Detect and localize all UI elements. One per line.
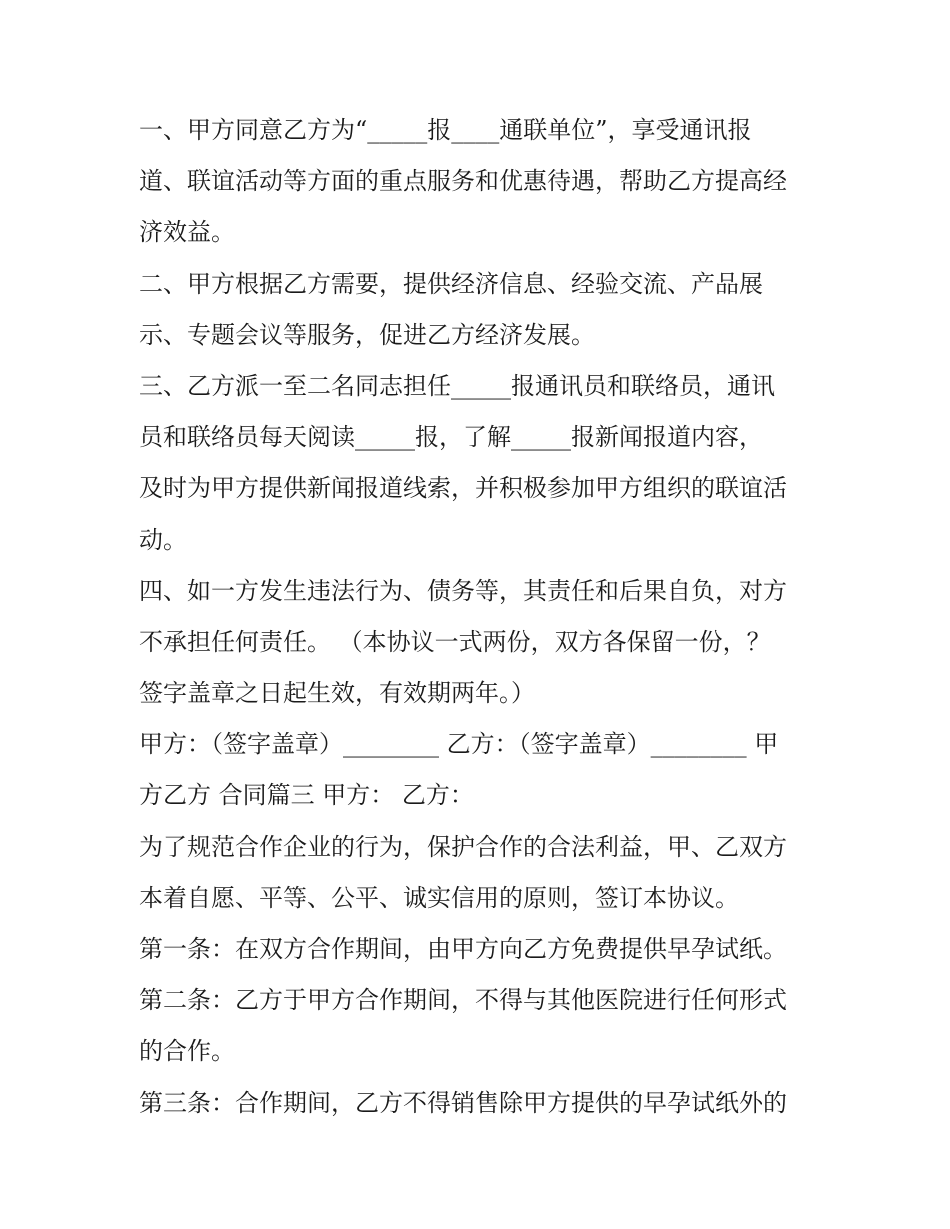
text-line: 二、甲方根据乙方需要，提供经济信息、经验交流、产品展	[139, 269, 763, 298]
text-line: 签字盖章之日起生效，有效期两年。）	[139, 679, 535, 708]
text-line: 四、如一方发生违法行为、债务等，其责任和后果自负，对方	[139, 576, 787, 605]
text-line: 方乙方 合同篇三 甲方： 乙方：	[139, 781, 474, 810]
text-line: 三、乙方派一至二名同志担任_____报通讯员和联络员，通讯	[139, 371, 775, 400]
article-line: 第二条：乙方于甲方合作期间，不得与其他医院进行任何形式	[139, 986, 787, 1015]
text-line: 为了规范合作企业的行为，保护合作的合法利益，甲、乙双方	[139, 832, 787, 861]
text-line: 一、甲方同意乙方为“_____报____通联单位”，享受通讯报	[139, 116, 752, 144]
text-line: 本着自愿、平等、公平、诚实信用的原则，签订本协议。	[139, 883, 739, 912]
text-line: 示、专题会议等服务，促进乙方经济发展。	[139, 320, 595, 349]
text-line: 员和联络员每天阅读_____报，了解_____报新闻报道内容，	[139, 423, 763, 452]
text-line: 的合作。	[139, 1037, 235, 1066]
article-line: 第一条：在双方合作期间，由甲方向乙方免费提供早孕试纸。	[139, 935, 787, 963]
text-line: 不承担任何责任。 （本协议一式两份，双方各保留一份，？	[139, 627, 771, 656]
text-line: 济效益。	[139, 218, 235, 247]
text-line: 动。	[139, 525, 187, 554]
document-body	[139, 105, 829, 1129]
article-line: 第三条：合作期间，乙方不得销售除甲方提供的早孕试纸外的	[139, 1088, 787, 1117]
text-line: 道、联谊活动等方面的重点服务和优惠待遇，帮助乙方提高经	[139, 167, 787, 196]
text-line: 及时为甲方提供新闻报道线索，并积极参加甲方组织的联谊活	[139, 474, 787, 503]
signature-line: 甲方：（签字盖章）________ 乙方：（签字盖章）________ 甲	[139, 730, 779, 759]
